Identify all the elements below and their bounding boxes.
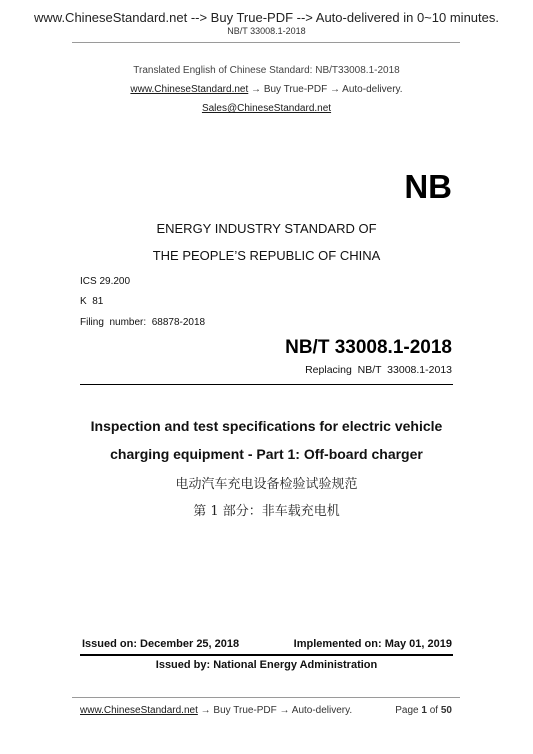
standard-rule <box>80 384 453 385</box>
footer-site-suffix: → Buy True-PDF → Auto-delivery. <box>197 705 353 716</box>
translated-line: Translated English of Chinese Standard: NB/T33008.1-2018 <box>133 65 400 76</box>
authority-line-2: THE PEOPLE’S REPUBLIC OF CHINA <box>152 248 381 263</box>
implemented-date: Implemented on: May 01, 2019 <box>293 638 452 650</box>
footer-site-link[interactable]: www.ChineseStandard.net <box>80 705 198 716</box>
intro-site-link[interactable]: www.ChineseStandard.net <box>130 84 249 95</box>
nb-logo: NB <box>404 168 452 205</box>
page-total: 50 <box>440 705 452 716</box>
intro-site-line <box>0 84 533 95</box>
header-banner: www.ChineseStandard.net --> Buy True-PDF --> Auto-delivered in 0~10 minutes. <box>34 10 499 25</box>
title-zh-line-1: 电动汽车充电设备检验试验规范 <box>175 477 358 492</box>
ics-code: ICS 29.200 <box>80 276 131 287</box>
title-en-line-1: Inspection and test specifications for electric vehicle <box>90 418 443 434</box>
k-code: K 81 <box>80 296 104 307</box>
title-en-line-2: charging equipment - Part 1: Off-board charger <box>110 446 423 462</box>
dates-rule <box>80 654 453 656</box>
title-zh-line-2: 第 1 部分：非车载充电机 <box>193 504 340 519</box>
issued-date: Issued on: December 25, 2018 <box>82 638 240 650</box>
filing-number: Filing number: 68878-2018 <box>80 317 206 328</box>
page-of: of <box>429 705 439 716</box>
page-current: 1 <box>421 705 427 716</box>
sales-email-link[interactable]: Sales@ChineseStandard.net <box>201 103 332 114</box>
page-label: Page <box>395 705 419 716</box>
intro-email-line <box>0 103 533 114</box>
header-divider <box>72 42 460 43</box>
footer-divider <box>72 697 460 698</box>
header-doc-code: NB/T 33008.1-2018 <box>227 26 306 36</box>
replacing-note: Replacing NB/T 33008.1-2013 <box>305 364 452 376</box>
issuing-authority: Issued by: National Energy Administration <box>155 659 378 671</box>
standard-number: NB/T 33008.1-2018 <box>285 337 452 358</box>
authority-line-1: ENERGY INDUSTRY STANDARD OF <box>156 221 377 236</box>
intro-site-suffix: → Buy True-PDF → Auto-delivery. <box>248 84 403 95</box>
footer-site-line <box>80 705 352 716</box>
page-indicator <box>360 705 452 716</box>
